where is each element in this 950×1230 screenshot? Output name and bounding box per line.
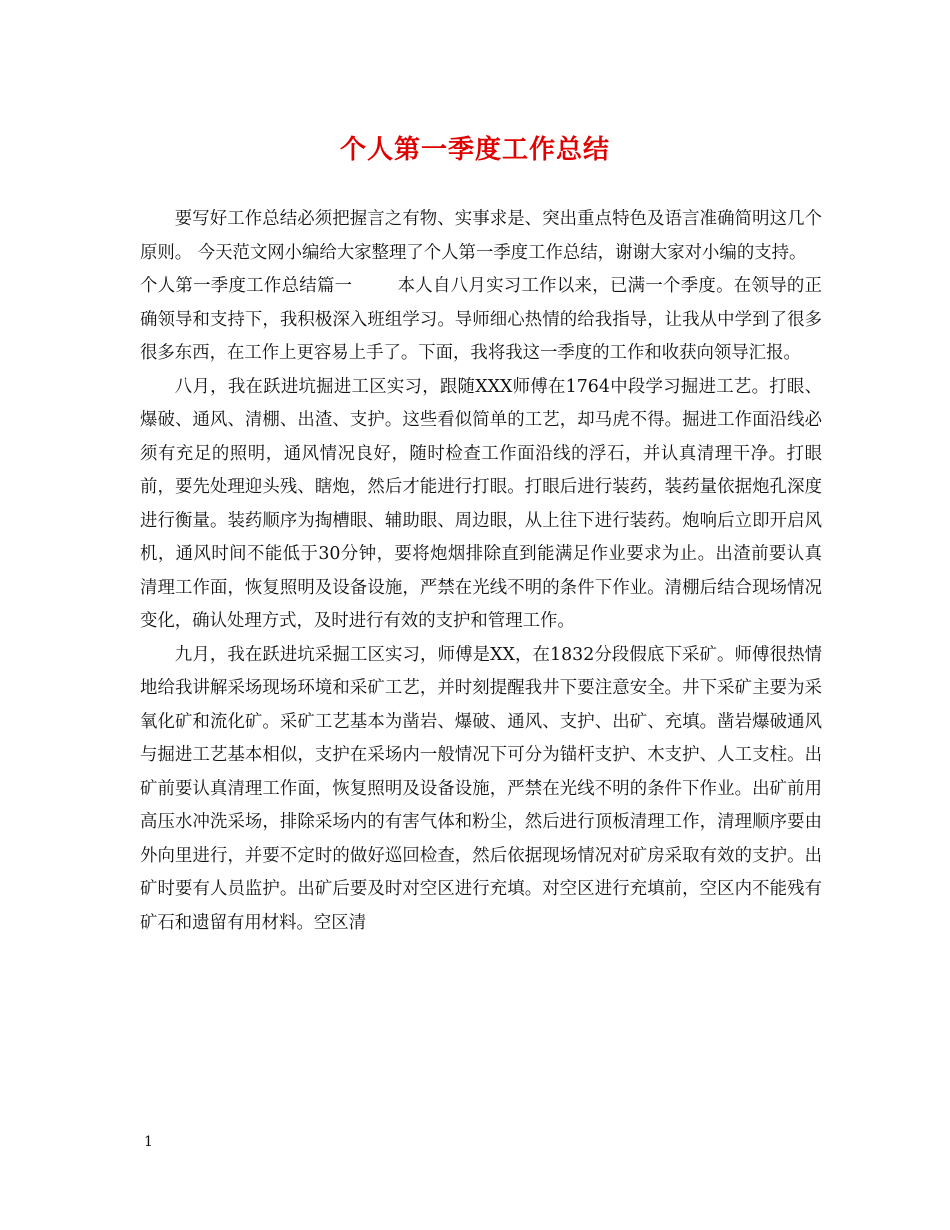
august-paragraph: 八月，我在跃进坑掘进工区实习，跟随XXX师傅在1764中段学习掘进工艺。打眼、爆破、通风、清棚、出渣、支护。这些看似简单的工艺，却马虎不得。掘进工作面沿线必须有充足的照明，通风情况良好，随时检查工作面沿线的浮石，并认真清理干净。打眼前，要先处理迎头残、瞎炮，然后才能进行打眼。打眼后进行装药，装药量依据炮孔深度进行衡量。装药顺序为掏槽眼、辅助眼、周边眼，从上往下进行装药。炮响后立即开启风机，通风时间不能低于30分钟，要将炮烟排除直到能满足作业要求为止。出渣前要认真清理工作面，恢复照明及设备设施，严禁在光线不明的条件下作业。清棚后结合现场情况变化，确认处理方式，及时进行有效的支护和管理工作。 <box>140 376 822 631</box>
page-number: 1 <box>144 1134 153 1150</box>
section-paragraph-text: 本人自八月实习工作以来，已满一个季度。在领导的正确领导和支持下，我积极深入班组学习。导师细心热情的给我指导，让我从中学到了很多很多东西，在工作上更容易上手了。下面，我将我这一季度的工作和收获向领导汇报。 <box>140 276 822 363</box>
september-paragraph: 九月，我在跃进坑采掘工区实习，师傅是XX，在1832分段假底下采矿。师傅很热情地给我讲解采场现场环境和采矿工艺，并时刻提醒我井下要注意安全。井下采矿主要为采氧化矿和流化矿。采矿工艺基本为凿岩、爆破、通风、支护、出矿、充填。凿岩爆破通风与掘进工艺基本相似，支护在采场内一般情况下可分为锚杆支护、木支护、人工支柱。出矿前要认真清理工作面，恢复照明及设备设施，严禁在光线不明的条件下作业。出矿前用高压水冲洗采场，排除采场内的有害气体和粉尘，然后进行顶板清理工作，清理顺序要由外向里进行，并要不定时的做好巡回检查，然后依据现场情况对矿房采取有效的支护。出矿时要有人员监护。出矿后要及时对空区进行充填。对空区进行充填前，空区内不能残有矿石和遗留有用材料。空区清 <box>140 644 822 933</box>
document-title: 个人第一季度工作总结 <box>339 135 610 165</box>
document-body <box>140 203 822 940</box>
section-paragraph <box>140 270 822 371</box>
section-heading: 个人第一季度工作总结篇一 <box>140 276 353 296</box>
intro-paragraph: 要写好工作总结必须把握言之有物、实事求是、突出重点特色及语言准确简明这几个原则。 今天范文网小编给大家整理了个人第一季度工作总结，谢谢大家对小编的支持。 <box>140 209 822 263</box>
